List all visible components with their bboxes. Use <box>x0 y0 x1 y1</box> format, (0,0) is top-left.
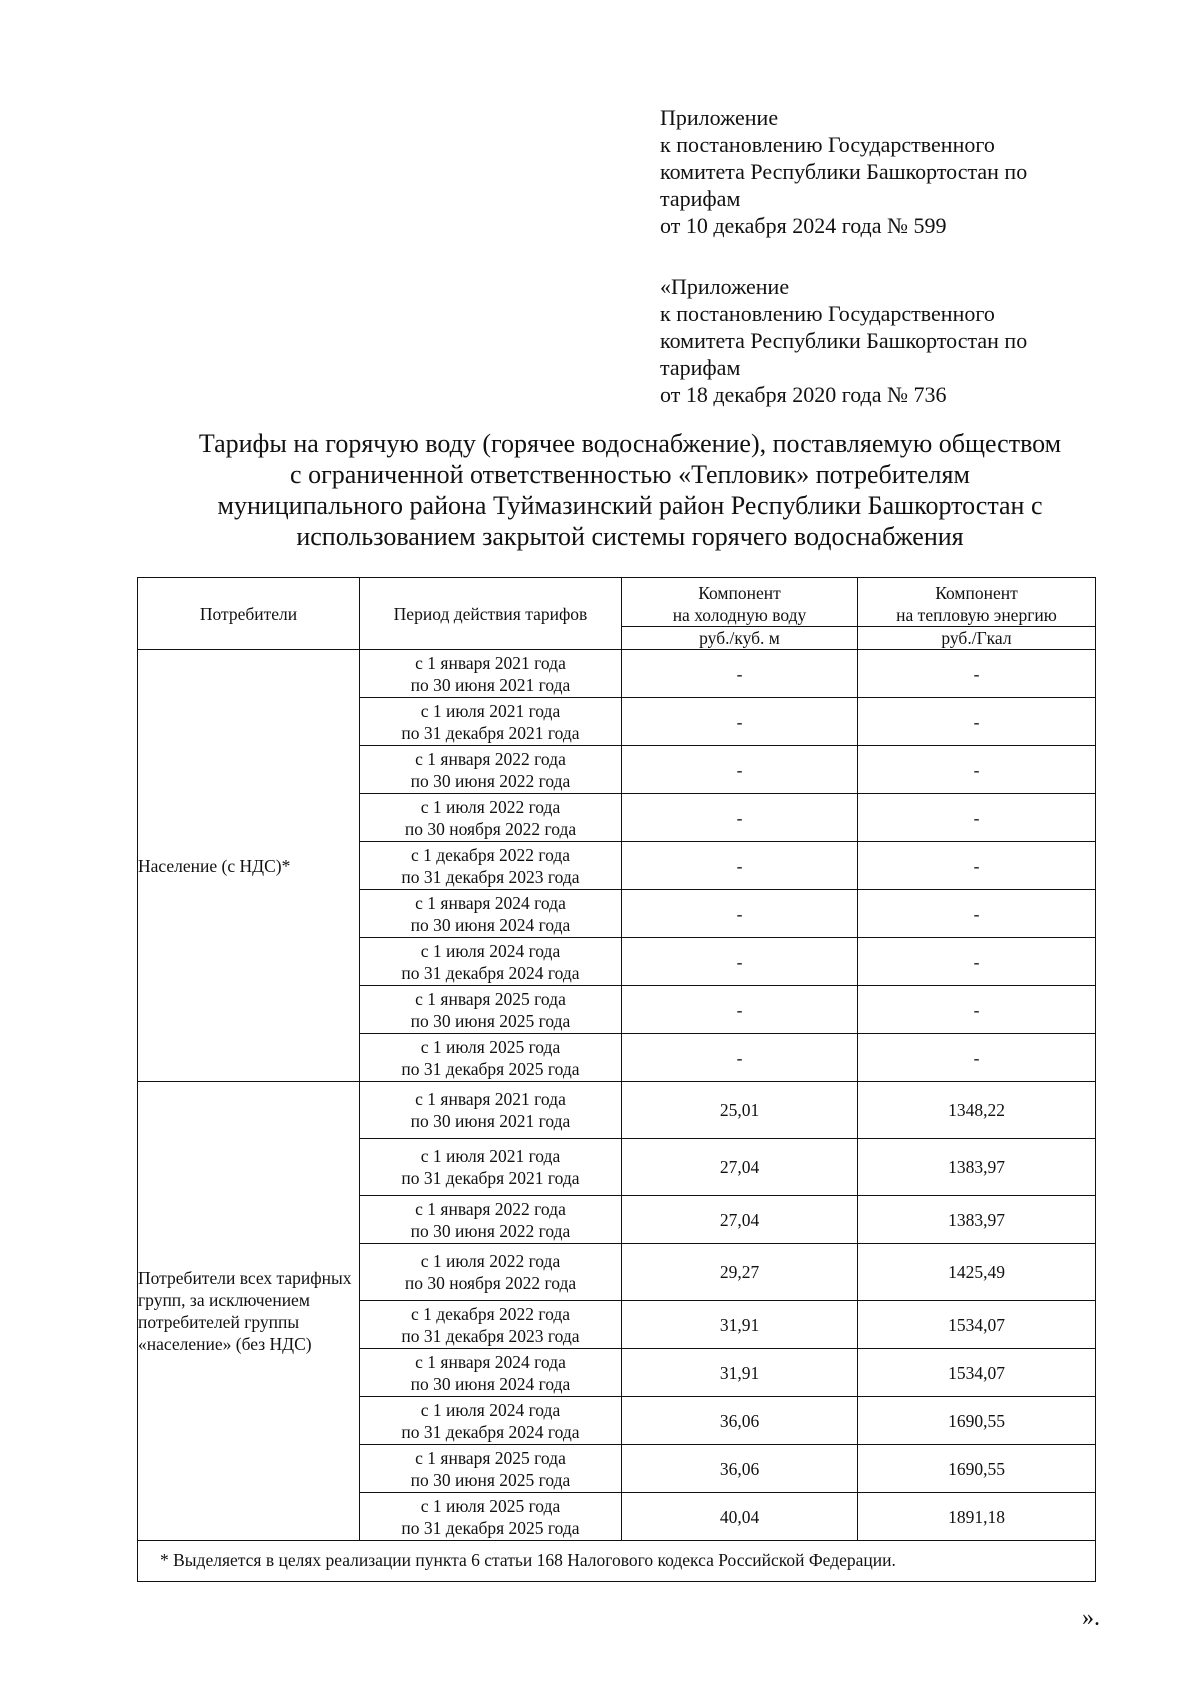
period-cell <box>360 1445 622 1493</box>
appendix-line: «Приложение <box>660 274 790 299</box>
period-cell <box>360 986 622 1034</box>
appendix-header-original <box>660 273 1120 408</box>
table-row <box>138 1082 1096 1139</box>
table-row <box>138 650 1096 698</box>
heat-value: 1534,07 <box>858 1301 1096 1349</box>
heat-value: - <box>858 986 1096 1034</box>
header-heat-line2: на тепловую энергию <box>896 605 1057 625</box>
appendix-line: Приложение <box>660 105 779 130</box>
appendix-line: от 10 декабря 2024 года № 599 <box>660 213 947 238</box>
cold-water-value: 29,27 <box>622 1244 858 1301</box>
period-from: с 1 января 2021 года <box>415 652 566 673</box>
appendix-line: комитета Республики Башкортостан по <box>660 328 1028 353</box>
period-from: с 1 января 2021 года <box>415 1089 566 1109</box>
period-to: по 30 ноября 2022 года <box>404 818 577 839</box>
footnote: * Выделяется в целях реализации пункта 6 статьи 168 Налогового кодекса Российской Федерации. <box>138 1541 1096 1582</box>
period-to: по 30 июня 2024 года <box>410 914 571 935</box>
appendix-line: тарифам <box>660 355 741 380</box>
header-heat-unit: руб./Гкал <box>858 627 1096 650</box>
heat-value: - <box>858 794 1096 842</box>
heat-value: 1690,55 <box>858 1445 1096 1493</box>
period-from: с 1 января 2022 года <box>415 748 566 769</box>
header-cold-water <box>622 578 858 627</box>
heat-value: - <box>858 698 1096 746</box>
heat-value: - <box>858 890 1096 938</box>
closing-quote-mark: ». <box>1082 1605 1100 1631</box>
header-cold-water-unit: руб./куб. м <box>622 627 858 650</box>
period-to: по 30 июня 2021 года <box>410 674 571 695</box>
period-from: с 1 июля 2022 года <box>420 796 561 817</box>
cold-water-value: 36,06 <box>622 1445 858 1493</box>
appendix-line: от 18 декабря 2020 года № 736 <box>660 382 947 407</box>
title-line: муниципального района Туймазинский район Республики Башкортостан с <box>217 491 1043 520</box>
period-from: с 1 декабря 2022 года <box>410 844 571 865</box>
period-to: по 30 июня 2025 года <box>410 1469 571 1490</box>
cold-water-value: - <box>622 842 858 890</box>
period-cell <box>360 1244 622 1301</box>
title-line: использованием закрытой системы горячего водоснабжения <box>296 522 964 551</box>
period-to: по 31 декабря 2021 года <box>401 722 580 743</box>
period-cell <box>360 1082 622 1139</box>
appendix-header-current <box>660 104 1120 239</box>
period-cell <box>360 1493 622 1541</box>
period-to: по 31 декабря 2021 года <box>401 1168 580 1188</box>
period-cell <box>360 794 622 842</box>
heat-value: 1425,49 <box>858 1244 1096 1301</box>
period-from: с 1 июля 2024 года <box>420 1399 561 1420</box>
cold-water-value: 31,91 <box>622 1349 858 1397</box>
period-from: с 1 января 2025 года <box>415 988 566 1009</box>
tariff-table <box>137 577 1096 1582</box>
period-cell <box>360 698 622 746</box>
period-to: по 31 декабря 2025 года <box>401 1517 580 1538</box>
cold-water-value: 27,04 <box>622 1196 858 1244</box>
period-cell <box>360 746 622 794</box>
appendix-line: тарифам <box>660 186 741 211</box>
header-heat <box>858 578 1096 627</box>
period-cell <box>360 890 622 938</box>
period-to: по 30 ноября 2022 года <box>404 1273 577 1293</box>
consumer-group-other: Потребители всех тарифных групп, за исключением потребителей группы «население» (без НДС) <box>138 1082 360 1541</box>
cold-water-value: - <box>622 938 858 986</box>
period-from: с 1 декабря 2022 года <box>410 1303 571 1324</box>
heat-value: 1383,97 <box>858 1196 1096 1244</box>
heat-value: - <box>858 842 1096 890</box>
header-cold-water-line1: Компонент <box>698 583 781 603</box>
appendix-line: комитета Республики Башкортостан по <box>660 159 1028 184</box>
period-from: с 1 января 2024 года <box>415 1351 566 1372</box>
appendix-line: к постановлению Государственного <box>660 132 995 157</box>
header-consumers: Потребители <box>138 578 360 650</box>
consumer-group-population: Население (с НДС)* <box>138 650 360 1082</box>
heat-value: 1534,07 <box>858 1349 1096 1397</box>
period-to: по 30 июня 2024 года <box>410 1373 571 1394</box>
heat-value: 1891,18 <box>858 1493 1096 1541</box>
period-cell <box>360 1349 622 1397</box>
period-from: с 1 июля 2022 года <box>420 1251 561 1271</box>
heat-value: - <box>858 746 1096 794</box>
document-title <box>130 428 1130 552</box>
period-to: по 30 июня 2022 года <box>410 1220 571 1241</box>
period-cell <box>360 938 622 986</box>
period-cell <box>360 1139 622 1196</box>
period-to: по 30 июня 2025 года <box>410 1010 571 1031</box>
period-to: по 31 декабря 2025 года <box>401 1058 580 1079</box>
title-line: с ограниченной ответственностью «Тепловик» потребителям <box>290 460 970 489</box>
period-from: с 1 июля 2025 года <box>420 1036 561 1057</box>
period-to: по 30 июня 2022 года <box>410 770 571 791</box>
period-from: с 1 июля 2024 года <box>420 940 561 961</box>
cold-water-value: - <box>622 650 858 698</box>
cold-water-value: - <box>622 698 858 746</box>
heat-value: - <box>858 650 1096 698</box>
period-cell <box>360 842 622 890</box>
cold-water-value: 25,01 <box>622 1082 858 1139</box>
footnote-row <box>138 1541 1096 1582</box>
period-from: с 1 января 2024 года <box>415 892 566 913</box>
period-to: по 31 декабря 2024 года <box>401 962 580 983</box>
period-cell <box>360 650 622 698</box>
heat-value: 1383,97 <box>858 1139 1096 1196</box>
cold-water-value: 36,06 <box>622 1397 858 1445</box>
cold-water-value: - <box>622 890 858 938</box>
period-to: по 31 декабря 2023 года <box>401 866 580 887</box>
period-to: по 31 декабря 2024 года <box>401 1421 580 1442</box>
period-cell <box>360 1034 622 1082</box>
heat-value: 1690,55 <box>858 1397 1096 1445</box>
period-cell <box>360 1397 622 1445</box>
period-from: с 1 июля 2021 года <box>420 700 561 721</box>
heat-value: 1348,22 <box>858 1082 1096 1139</box>
heat-value: - <box>858 938 1096 986</box>
period-cell <box>360 1196 622 1244</box>
cold-water-value: 40,04 <box>622 1493 858 1541</box>
cold-water-value: - <box>622 986 858 1034</box>
cold-water-value: - <box>622 746 858 794</box>
period-from: с 1 июля 2021 года <box>420 1146 561 1166</box>
period-from: с 1 июля 2025 года <box>420 1495 561 1516</box>
title-line: Тарифы на горячую воду (горячее водоснабжение), поставляемую обществом <box>198 429 1062 458</box>
cold-water-value: 31,91 <box>622 1301 858 1349</box>
period-to: по 31 декабря 2023 года <box>401 1325 580 1346</box>
cold-water-value: 27,04 <box>622 1139 858 1196</box>
header-period: Период действия тарифов <box>360 578 622 650</box>
cold-water-value: - <box>622 1034 858 1082</box>
header-heat-line1: Компонент <box>935 583 1018 603</box>
heat-value: - <box>858 1034 1096 1082</box>
header-cold-water-line2: на холодную воду <box>672 605 807 625</box>
period-from: с 1 января 2025 года <box>415 1447 566 1468</box>
period-cell <box>360 1301 622 1349</box>
appendix-line: к постановлению Государственного <box>660 301 995 326</box>
period-to: по 30 июня 2021 года <box>410 1111 571 1131</box>
cold-water-value: - <box>622 794 858 842</box>
period-from: с 1 января 2022 года <box>415 1198 566 1219</box>
